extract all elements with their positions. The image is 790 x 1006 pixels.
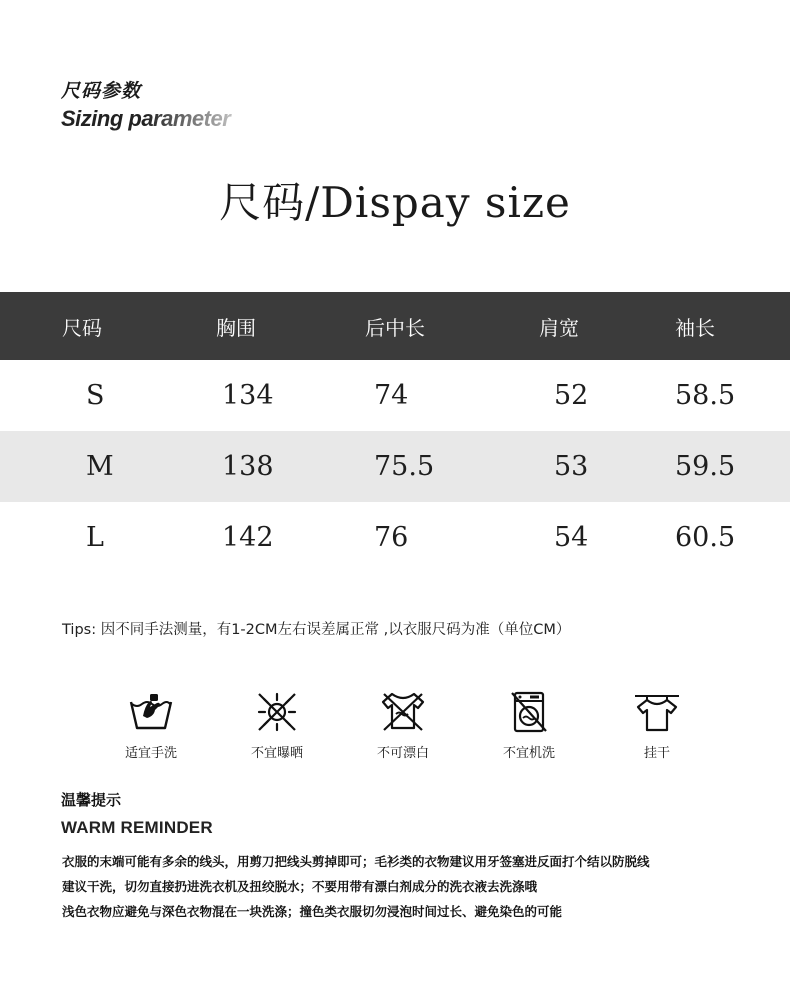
header-title-en: Sizing parameter — [61, 106, 261, 132]
table-cell: 76 — [374, 522, 409, 553]
size-table — [0, 292, 790, 573]
care-label: 适宜手洗 — [124, 746, 177, 761]
table-cell: S — [86, 380, 105, 411]
care-item-no-machine-wash — [474, 690, 584, 761]
table-cell: 142 — [222, 522, 274, 553]
table-cell: 74 — [374, 380, 409, 411]
care-item-no-sun-dry — [222, 690, 332, 761]
column-header-chest: 胸围 — [216, 315, 256, 340]
reminder-line: 衣服的末端可能有多余的线头，用剪刀把线头剪掉即可；毛衫类的衣物建议用牙签塞进反面打个结以防脱线 — [62, 854, 650, 869]
table-row — [0, 502, 790, 573]
reminder-line: 建议干洗，切勿直接扔进洗衣机及扭绞脱水；不要用带有漂白剂成分的洗衣液去洗涤哦 — [62, 879, 538, 894]
column-header-sleeve: 袖长 — [675, 315, 715, 340]
table-cell: 58.5 — [675, 380, 736, 411]
reminder-title-cn: 温馨提示 — [61, 791, 122, 809]
care-label: 不宜机洗 — [502, 746, 555, 761]
care-label: 不可漂白 — [376, 746, 429, 761]
table-cell: 138 — [222, 451, 274, 482]
column-header-length: 后中长 — [365, 315, 425, 340]
table-cell: 54 — [554, 522, 589, 553]
care-item-hand-wash — [96, 690, 206, 761]
no-sun-dry-icon — [252, 690, 302, 734]
no-machine-wash-icon — [504, 690, 554, 734]
page-title: 尺码/Dispay size — [219, 178, 571, 227]
care-item-hang-dry — [602, 690, 712, 761]
table-cell: 75.5 — [374, 451, 435, 482]
table-row — [0, 360, 790, 431]
table-cell: 60.5 — [675, 522, 736, 553]
reminder-title-en: WARM REMINDER — [61, 818, 213, 837]
header-title-cn: 尺码参数 — [61, 80, 142, 102]
no-bleach-icon — [378, 690, 428, 734]
measurement-tips: Tips: 因不同手法测量，有1-2CM左右误差属正常 ,以衣服尺码为准（单位CM） — [62, 622, 571, 638]
table-cell: L — [86, 522, 104, 553]
table-cell: M — [86, 451, 114, 482]
table-row — [0, 431, 790, 502]
table-cell: 59.5 — [675, 451, 736, 482]
reminder-line: 浅色衣物应避免与深色衣物混在一块洗涤；撞色类衣服切勿浸泡时间过长、避免染色的可能 — [62, 904, 563, 919]
table-cell: 52 — [554, 380, 589, 411]
table-cell: 53 — [554, 451, 589, 482]
hand-wash-icon — [126, 690, 176, 734]
section-header — [61, 76, 261, 132]
table-cell: 134 — [222, 380, 274, 411]
table-header — [0, 292, 790, 360]
hang-dry-icon — [632, 690, 682, 734]
column-header-shoulder: 肩宽 — [539, 315, 579, 340]
care-label: 不宜曝晒 — [250, 746, 303, 761]
care-item-no-bleach — [348, 690, 458, 761]
care-label: 挂干 — [643, 746, 670, 761]
column-header-size: 尺码 — [62, 315, 102, 340]
